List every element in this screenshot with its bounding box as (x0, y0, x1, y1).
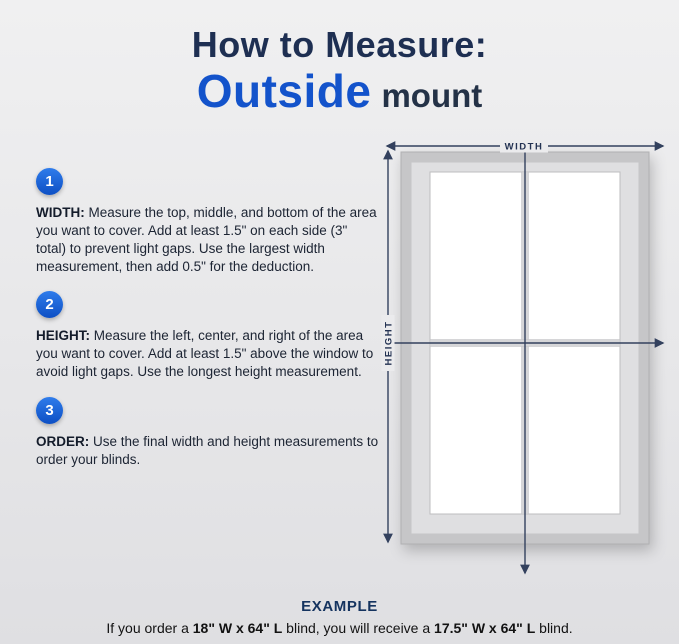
title-line2 (0, 65, 679, 117)
example-part2: blind, you will receive a (282, 620, 435, 636)
width-label: WIDTH (504, 141, 544, 153)
step-2-label: HEIGHT: (36, 328, 90, 344)
step-2-text (36, 327, 380, 381)
step-3-description: Use the final width and height measurements to order your blinds. (36, 433, 379, 467)
example-heading: EXAMPLE (301, 598, 378, 615)
step-1-description: Measure the top, middle, and bottom of the area you want to cover. Add at least 1.5" on each side (3" total) to prevent light gaps. Use the largest width measurement, then add 0.5" for the deduction. (36, 205, 377, 275)
example-ordered-size: 18" W x 64" L (192, 620, 283, 636)
title-line1: How to Measure: (191, 24, 488, 65)
step-1-label: WIDTH: (36, 205, 85, 220)
example-part1: If you order a (106, 620, 193, 636)
step-2 (36, 291, 380, 381)
step-2-number-badge: 2 (36, 291, 63, 318)
example-part3: blind. (535, 620, 573, 636)
example-sentence (0, 620, 679, 636)
title-mount-word: mount (381, 77, 483, 114)
step-1 (36, 168, 380, 276)
step-3-text (36, 433, 380, 469)
page-title (0, 24, 679, 117)
height-label-group (382, 315, 395, 371)
step-3-number-badge: 3 (36, 397, 63, 424)
step-3-label: ORDER: (36, 433, 90, 449)
steps-list (36, 168, 380, 484)
step-3 (36, 397, 380, 469)
step-2-description: Measure the left, center, and right of the area you want to cover. Add at least 1.5" above the window to avoid light gaps. Use the longest height measurement. (36, 328, 374, 380)
height-label: HEIGHT (383, 320, 395, 366)
step-1-number-badge: 1 (36, 168, 63, 195)
example-footer (0, 598, 679, 636)
window-diagram-svg (378, 130, 674, 592)
window-measurement-diagram (378, 130, 674, 592)
example-received-size: 17.5" W x 64" L (434, 620, 536, 636)
step-1-text (36, 204, 380, 276)
title-mount-type: Outside (196, 65, 372, 117)
